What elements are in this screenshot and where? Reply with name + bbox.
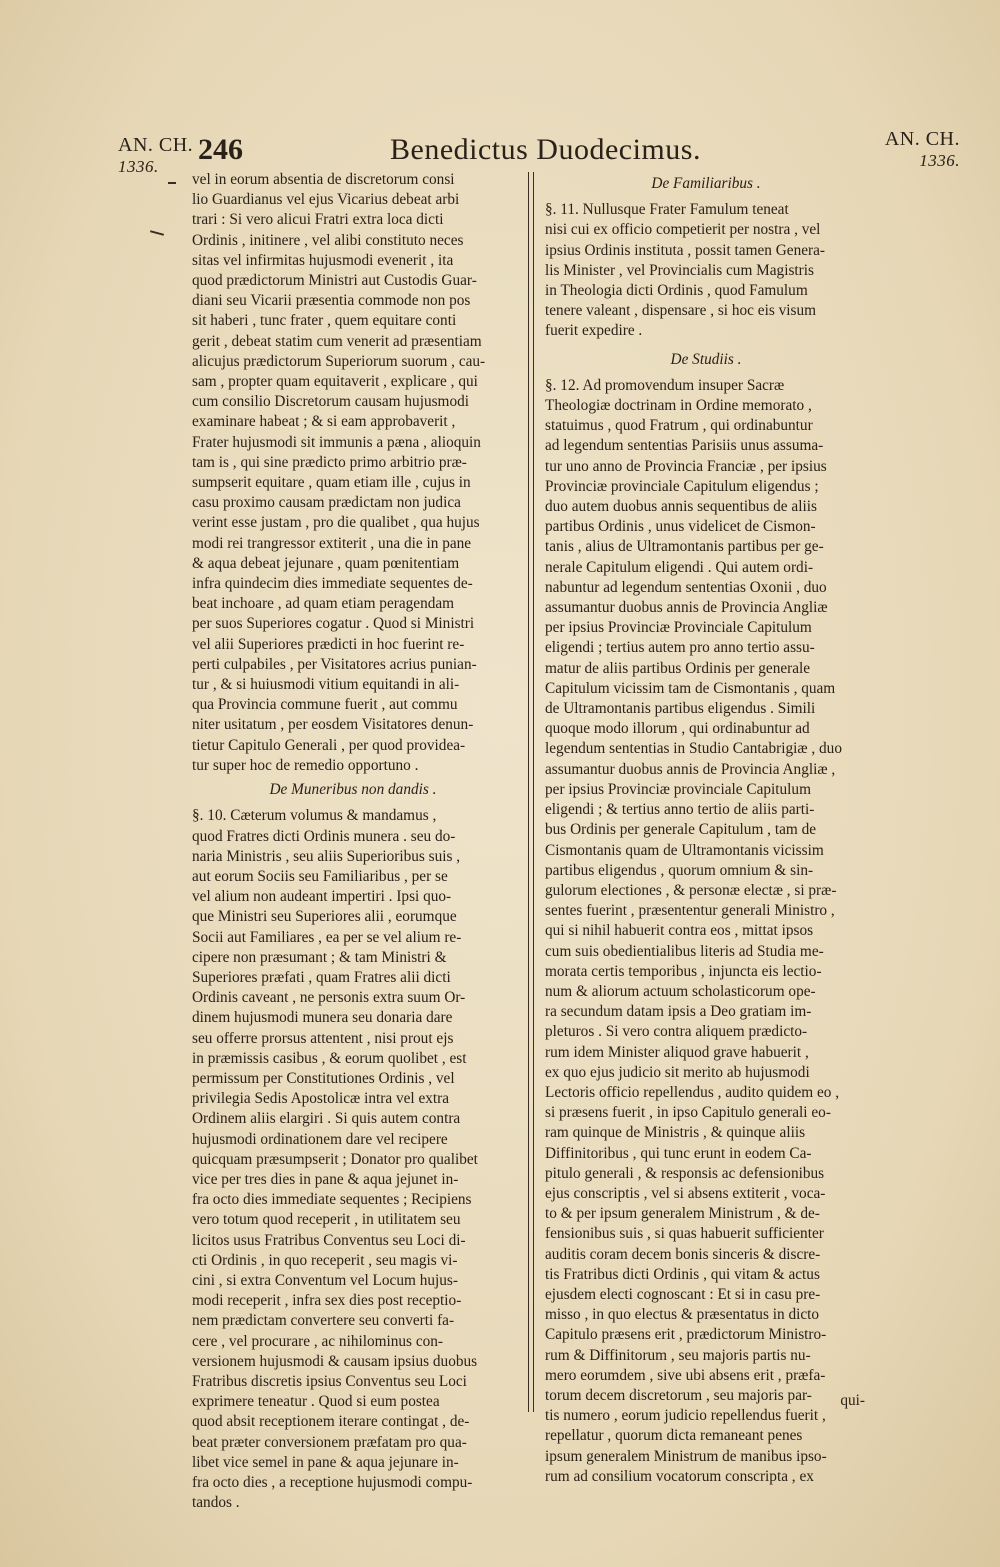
- text-line: fensionibus suis , si quas habuerit sufficienter: [545, 1225, 824, 1243]
- margin-year-left: [118, 134, 193, 178]
- section-heading-studiis: De Studiis .: [670, 350, 742, 368]
- text-line: & aqua debeat jejunare , quam pœnitentiam: [192, 554, 460, 572]
- text-line: per ipsius Provinciæ provinciale Capitulum: [545, 780, 811, 798]
- section-heading-familiaribus: De Familiaribus .: [651, 175, 761, 192]
- text-line: tanis , alius de Ultramontanis partibus per ge-: [545, 538, 824, 556]
- text-line: Lectoris officio repellendus , audito quidem eo ,: [545, 1083, 840, 1101]
- text-line: niter usitatum , per eosdem Visitatores denun-: [192, 716, 474, 734]
- text-line: perti culpabiles , per Visitatores acrius punian-: [192, 655, 477, 673]
- text-line: tandos .: [192, 1494, 240, 1512]
- left-column: [192, 170, 514, 1513]
- text-line: ipsius Ordinis instituta , possit tamen Genera-: [545, 241, 825, 259]
- text-line: repellatur , quorum dicta remaneant penes: [545, 1427, 803, 1445]
- text-line: per ipsius Provinciæ Provinciale Capitulum: [545, 619, 812, 637]
- text-line: Ordinis caveant , ne personis extra suum Or-: [192, 989, 466, 1007]
- text-line: verint esse justam , pro die qualibet , qua hujus: [192, 514, 480, 532]
- text-line: cini , si extra Conventum vel Locum hujus-: [192, 1271, 458, 1289]
- text-line: ejus conscriptis , vel si absens extiterit , voca-: [545, 1184, 826, 1202]
- text-line: diani seu Vicarii præsentia commode non pos: [192, 292, 471, 310]
- text-line: torum decem discretorum , seu majoris par-: [545, 1386, 812, 1404]
- right-column-body-b: [545, 376, 867, 1487]
- text-line: num & aliorum actuum scholasticorum ope-: [545, 982, 816, 1000]
- text-line: de Ultramontanis partibus eligendus . Simili: [545, 700, 816, 718]
- text-line: sit haberi , tunc frater , quem equitare conti: [192, 312, 457, 330]
- text-line: licitos usus Fratribus Conventus seu Loci di-: [192, 1231, 466, 1249]
- text-line: cum consilio Discretorum causam hujusmodi: [192, 393, 469, 411]
- text-line: fuerit expedire .: [545, 322, 643, 340]
- text-line: Socii aut Familiares , ea per se vel alium re-: [192, 928, 462, 946]
- text-line: Capitulo præsens erit , prædictorum Ministro-: [545, 1326, 827, 1344]
- text-line: mero eorumdem , sive ubi absens erit , præfa-: [545, 1366, 826, 1384]
- text-line: rum idem Minister aliquod grave habuerit ,: [545, 1043, 809, 1061]
- text-line: per suos Superiores cogatur . Quod si Ministri: [192, 615, 475, 633]
- left-column-body-bottom: [192, 806, 514, 1513]
- margin-label-right: AN. CH.: [884, 128, 960, 150]
- text-line: dinem hujusmodi munera seu donaria dare: [192, 1009, 453, 1027]
- text-line: tietur Capitulo Generali , per quod providea-: [192, 736, 466, 754]
- text-line: legendum sententias in Studio Cantabrigiæ , duo: [545, 740, 842, 758]
- text-line: modi receperit , infra sex dies post receptio-: [192, 1292, 462, 1310]
- text-line: tis numero , eorum judicio repellendus fuerit ,: [545, 1407, 826, 1425]
- text-line: hujusmodi ordinationem dare vel recipere: [192, 1130, 448, 1148]
- text-line: cti Ordinis , in quo receperit , seu magis vi-: [192, 1251, 458, 1269]
- text-line: fra octo dies , a receptione hujusmodi compu-: [192, 1474, 473, 1491]
- text-line: assumantur duobus annis de Provincia Angliæ: [545, 599, 828, 617]
- margin-year-value-left: 1336.: [118, 157, 159, 176]
- text-line: aut eorum Sociis seu Familiaribus , per se: [192, 867, 448, 885]
- text-line: Fratribus discretis ipsius Conventus seu Loci: [192, 1372, 467, 1390]
- text-line: pitulo generali , & responsis ac defensionibus: [545, 1164, 825, 1182]
- text-line: quod absit receptionem iterare contingat , de-: [192, 1413, 470, 1431]
- text-line: Diffinitoribus , qui tunc erunt in eodem Ca-: [545, 1144, 812, 1162]
- text-line: misso , in quo electus & præsentatus in dicto: [545, 1306, 820, 1324]
- text-line: morata certis temporibus , injuncta eis lectio-: [545, 962, 822, 980]
- text-line: versionem hujusmodi & causam ipsius duobus: [192, 1352, 478, 1370]
- text-line: nabuntur ad legendum sententias Oxonii , duo: [545, 578, 827, 596]
- text-line: ra secundum datam ipsis a Deo gratiam im-: [545, 1003, 812, 1021]
- column-rule: [528, 172, 529, 1412]
- text-line: permissum per Constitutiones Ordinis , vel: [192, 1069, 455, 1087]
- text-line: examinare habeat ; & si eam approbaverit ,: [192, 413, 456, 431]
- text-line: Ordinis , initinere , vel alibi constituto neces: [192, 231, 464, 249]
- text-line: Ordinem aliis elargiri . Si quis autem contra: [192, 1110, 461, 1128]
- text-line: exprimere teneatur . Quod si eum postea: [192, 1393, 440, 1411]
- text-line: seu offerre prorsus attentent , nisi prout ejs: [192, 1029, 454, 1047]
- text-line: casu proximo causam prædictam non judica: [192, 494, 461, 512]
- text-line: auditis coram decem bonis sinceris & discre-: [545, 1245, 821, 1263]
- text-line: matur de aliis partibus Ordinis per generale: [545, 659, 811, 677]
- text-line: sentes fuerint , præsententur generali Ministro ,: [545, 902, 835, 920]
- text-line: gulorum electiones , & personæ electæ , si præ-: [545, 881, 837, 899]
- text-line: vero totum quod receperit , in utilitatem seu: [192, 1211, 461, 1229]
- text-line: §. 11. Nullusque Frater Famulum teneat: [545, 201, 789, 219]
- text-line: Cismontanis quam de Ultramontanis vicissim: [545, 841, 824, 859]
- text-line: infra quindecim dies immediate sequentes de-: [192, 575, 473, 593]
- text-line: ad legendum sententias Parisiis unus assuma-: [545, 437, 824, 455]
- text-line: gerit , debeat statim cum venerit ad præsentiam: [192, 332, 482, 350]
- text-line: quod Fratres dicti Ordinis munera . seu do-: [192, 827, 456, 845]
- text-line: lis Minister , vel Provincialis cum Magistris: [545, 261, 814, 279]
- text-line: naria Ministris , seu aliis Superioribus suis ,: [192, 847, 461, 865]
- text-line: §. 12. Ad promovendum insuper Sacræ: [545, 376, 785, 394]
- text-line: vice per tres dies in pane & aqua jejunet in-: [192, 1170, 459, 1188]
- text-line: cipere non præsumant ; & tam Ministri &: [192, 948, 447, 966]
- text-line: vel alium non audeant impertiri . Ipsi quo-: [192, 888, 452, 906]
- text-line: cere , vel procurare , ac nihilominus con-: [192, 1332, 444, 1350]
- text-line: Superiores præfati , quam Fratres alii dicti: [192, 968, 451, 986]
- text-line: quicquam præsumpserit ; Donator pro qualibet: [192, 1150, 478, 1168]
- text-line: bus Ordinis per generale Capitulum , tam de: [545, 821, 817, 839]
- text-line: ejusdem electi cognoscant : Et si in casu pre-: [545, 1285, 821, 1303]
- right-column: [545, 170, 867, 1487]
- text-line: modi rei trangressor extiterit , una die in pane: [192, 534, 472, 552]
- text-line: lio Guardianus vel ejus Vicarius debeat arbi: [192, 191, 460, 209]
- text-line: tam is , qui sine prædicto primo arbitrio præ-: [192, 453, 467, 471]
- left-column-body-top: [192, 170, 514, 776]
- text-line: in Theologia dicti Ordinis , quod Famulum: [545, 282, 808, 300]
- text-line: eligendi ; & tertius anno tertio de aliis parti-: [545, 801, 815, 819]
- text-line: ipsum generalem Ministrum de manibus ipso-: [545, 1447, 827, 1465]
- text-line: qui si nihil habuerit contra eos , mittat ipsos: [545, 922, 814, 940]
- text-line: beat inchoare , ad quam etiam peragendam: [192, 595, 455, 613]
- text-line: vel in eorum absentia de discretorum consi: [192, 171, 455, 188]
- text-line: tis Fratribus dicti Ordinis , qui vitam & actus: [545, 1265, 820, 1283]
- margin-year-right: [885, 128, 960, 172]
- text-line: Frater hujusmodi sit immunis a pæna , alioquin: [192, 433, 481, 451]
- text-line: beat præter conversionem præfatam pro qua-: [192, 1433, 467, 1451]
- text-line: qua Provincia commune fuerit , aut commu: [192, 696, 458, 714]
- text-line: assumantur duobus annis de Provincia Angliæ ,: [545, 760, 836, 778]
- margin-label-left: AN. CH.: [118, 134, 194, 156]
- text-line: tur super hoc de remedio opportuno .: [192, 756, 419, 774]
- text-line: si præsens fuerit , in ipso Capitulo generali eo-: [545, 1104, 831, 1122]
- catchword: qui-: [840, 1392, 865, 1409]
- text-line: partibus Ordinis , unus videlicet de Cismon-: [545, 518, 816, 536]
- text-line: cum suis obedientialibus literis ad Studia me-: [545, 942, 824, 960]
- text-line: sumpserit equitare , quam etiam ille , cujus in: [192, 474, 471, 492]
- text-line: tur uno anno de Provincia Franciæ , per ipsius: [545, 457, 827, 475]
- text-line: sam , propter quam equitaverit , explicare , qui: [192, 373, 478, 391]
- running-title: Benedictus Duodecimus.: [390, 133, 701, 166]
- text-line: rum ad consilium vocatorum conscripta , ex: [545, 1467, 814, 1485]
- text-line: partibus eligendus , quorum omnium & sin-: [545, 861, 814, 879]
- text-line: statuimus , quod Fratrum , qui ordinabuntur: [545, 417, 813, 435]
- text-line: Capitulum vicissim tam de Cismontanis , quam: [545, 679, 836, 697]
- text-line: quoque modo illorum , qui ordinabuntur ad: [545, 720, 810, 738]
- text-line: §. 10. Cæterum volumus & mandamus ,: [192, 807, 437, 825]
- section-heading-muneribus: De Muneribus non dandis .: [269, 781, 437, 799]
- text-line: tenere valeant , dispensare , si hoc eis visum: [545, 302, 817, 320]
- text-line: nem prædictam convertere seu converti fa-: [192, 1312, 455, 1330]
- text-line: ex quo ejus judicio sit merito ab hujusmodi: [545, 1063, 810, 1081]
- text-line: nerale Capitulum eligendi . Qui autem ordi-: [545, 558, 814, 576]
- text-line: alicujus prædictorum Superiorum suorum , cau-: [192, 352, 486, 370]
- text-line: Provinciæ provinciale Capitulum eligendus ;: [545, 477, 819, 495]
- text-line: eligendi ; tertius autem pro anno tertio assu-: [545, 639, 815, 657]
- text-line: nisi cui ex officio competierit per nostra , vel: [545, 221, 821, 239]
- text-line: to & per ipsum generalem Ministrum , & de-: [545, 1205, 820, 1223]
- text-line: fra octo dies immediate sequentes ; Recipiens: [192, 1191, 472, 1209]
- text-line: duo autem duobus annis sequentibus de aliis: [545, 498, 817, 516]
- text-line: vel alii Superiores prædicti in hoc fuerint re-: [192, 635, 465, 653]
- text-line: que Ministri seu Superiores alii , eorumque: [192, 908, 457, 926]
- column-rule-inner: [533, 172, 534, 1412]
- text-line: libet vice semel in pane & aqua jejunare in-: [192, 1453, 459, 1471]
- right-column-body-a: [545, 200, 867, 341]
- text-line: ram quinque de Ministris , & quinque aliis: [545, 1124, 806, 1142]
- text-line: trari : Si vero alicui Fratri extra loca dicti: [192, 211, 444, 229]
- text-line: tur , & si huiusmodi vitium equitandi in ali-: [192, 676, 460, 694]
- page-number: 246: [198, 133, 243, 166]
- margin-year-value-right: 1336.: [919, 151, 960, 170]
- text-line: pleturos . Si vero contra aliquem prædicto-: [545, 1023, 808, 1041]
- text-line: sitas vel infirmitas hujusmodi evenerit , ita: [192, 251, 454, 269]
- text-line: Theologiæ doctrinam in Ordine memorato ,: [545, 397, 812, 415]
- ink-mark: [150, 230, 164, 236]
- text-line: quod prædictorum Ministri aut Custodis Guar-: [192, 272, 477, 290]
- text-line: privilegia Sedis Apostolicæ intra vel extra: [192, 1090, 450, 1108]
- ink-mark: [168, 182, 176, 184]
- text-line: rum & Diffinitorum , seu majoris partis nu-: [545, 1346, 811, 1364]
- text-line: in præmissis casibus , & eorum quolibet , est: [192, 1049, 467, 1067]
